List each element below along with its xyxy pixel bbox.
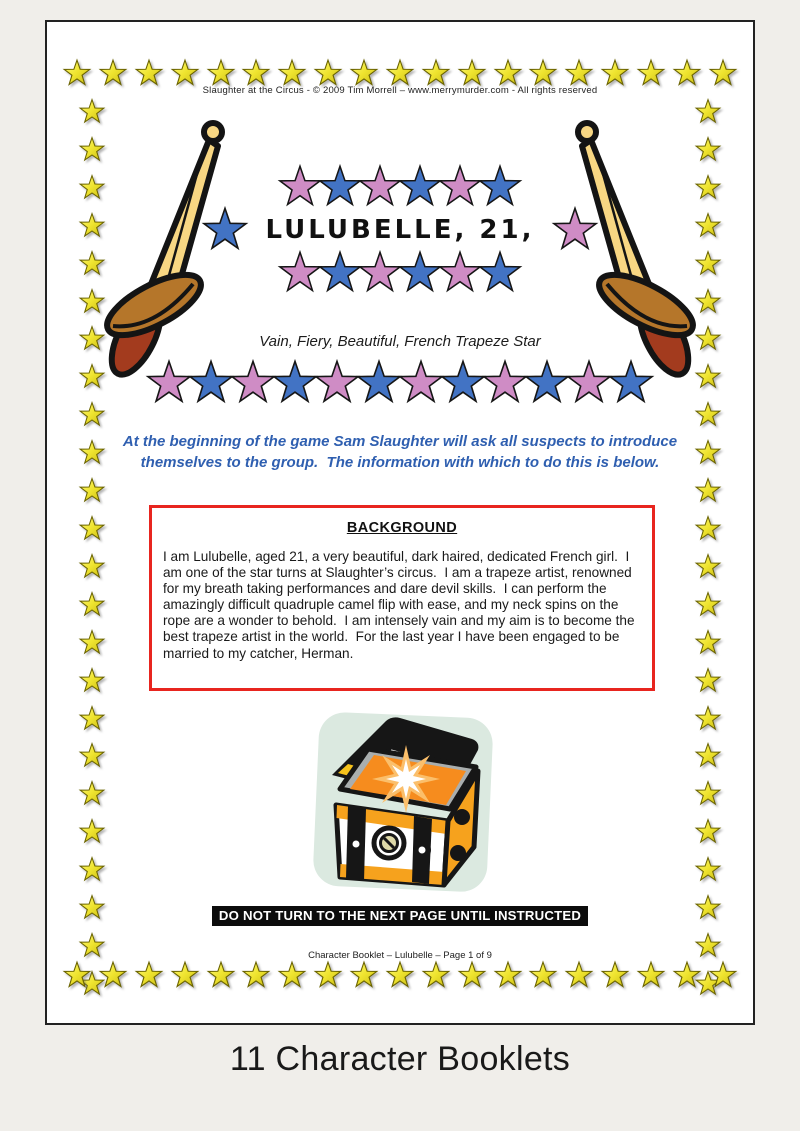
title-star-row-bottom [280,250,520,295]
blue-star-icon [318,164,362,209]
blue-star-icon [272,359,318,406]
gold-star-icon [99,58,127,88]
gold-star-icon [350,58,378,88]
gold-star-icon [695,818,721,845]
listing-caption: 11 Character Booklets [229,1040,571,1078]
gold-star-icon [79,818,105,845]
gold-star-icon [63,58,91,88]
gold-star-icon [673,58,701,88]
gold-star-icon [709,58,737,88]
blue-star-icon [398,164,442,209]
gold-star-icon [242,58,270,88]
gold-star-icon [79,629,105,656]
gold-star-icon [637,58,665,88]
gold-star-icon [695,515,721,542]
gold-star-icon [458,960,486,990]
pink-star-icon [566,359,612,406]
gold-star-icon [529,58,557,88]
pink-star-icon [278,250,322,295]
blue-star-icon [608,359,654,406]
gold-star-icon [79,553,105,580]
background-heading: BACKGROUND [346,520,458,536]
gold-star-icon [79,477,105,504]
gold-star-icon [278,960,306,990]
border-star-row-bottom [63,960,737,990]
gold-star-icon [79,742,105,769]
blue-star-icon [188,359,234,406]
treasure-chest-icon [302,706,502,898]
gold-star-icon [386,58,414,88]
pink-star-icon [314,359,360,406]
gold-star-icon [350,960,378,990]
blue-star-icon [478,164,522,209]
gold-star-icon [458,58,486,88]
gold-star-icon [637,960,665,990]
page-sheet [45,20,755,1025]
gold-star-icon [673,960,701,990]
title-block [47,164,753,295]
blue-star-icon [398,250,442,295]
gold-star-icon [695,553,721,580]
gold-star-icon [242,960,270,990]
warning-banner-text: DO NOT TURN TO THE NEXT PAGE UNTIL INSTRUCTED [212,906,588,926]
gold-star-icon [278,58,306,88]
background-box [149,505,655,691]
blue-star-icon [356,359,402,406]
pink-star-icon [358,164,402,209]
character-traits-subtitle: Vain, Fiery, Beautiful, French Trapeze Star [259,333,541,350]
pink-star-icon [398,359,444,406]
gold-star-icon [422,58,450,88]
pink-star-icon [482,359,528,406]
gold-star-icon [494,960,522,990]
gold-star-icon [695,439,721,466]
gold-star-icon [79,856,105,883]
intro-paragraph: At the beginning of the game Sam Slaughter will ask all suspects to introduce themselves to the group. The information with which to do this is below. [122,433,682,472]
gold-star-icon [171,58,199,88]
gold-star-icon [695,667,721,694]
gold-star-icon [314,960,342,990]
gold-star-icon [695,705,721,732]
copyright-line: Slaughter at the Circus - © 2009 Tim Morrell – www.merrymurder.com - All rights reserved [202,85,598,96]
gold-star-icon [386,960,414,990]
page-footer: Character Booklet – Lulubelle – Page 1 of 9 [308,950,492,961]
gold-star-icon [99,960,127,990]
background-body-text: I am Lulubelle, aged 21, a very beautiful, dark haired, dedicated French girl. I am one of the star turns at Slaughter’s circus. I am a trapeze artist, renowned for my breath taking performances and dare devil skills. I can perform the amazingly difficult quadruple camel flip with ease, and my neck spins on the rope are a wonder to behold. I am intensely vain and my aim is to become the best trapeze artist in the world. For the last year I have been engaged to be married to my catcher, Herman. [163,549,639,661]
gold-star-icon [695,629,721,656]
gold-star-icon [207,960,235,990]
gold-star-icon [601,58,629,88]
gold-star-icon [314,58,342,88]
pink-star-icon [146,359,192,406]
gold-star-icon [565,960,593,990]
blue-star-icon [318,250,362,295]
blue-star-icon [440,359,486,406]
gold-star-icon [601,960,629,990]
gold-star-icon [207,58,235,88]
pink-star-icon [438,164,482,209]
gold-star-icon [695,780,721,807]
gold-star-icon [79,667,105,694]
gold-star-icon [695,742,721,769]
gold-star-icon [695,856,721,883]
blue-star-icon [478,250,522,295]
gold-star-icon [171,960,199,990]
gold-star-icon [494,58,522,88]
gold-star-icon [135,58,163,88]
blue-star-icon [524,359,570,406]
blue-star-icon [202,206,248,253]
gold-star-icon [135,960,163,990]
gold-star-icon [565,58,593,88]
pink-star-icon [438,250,482,295]
pink-star-icon [358,250,402,295]
gold-star-icon [709,960,737,990]
page-title: LULUBELLE, 21, [265,214,535,245]
gold-star-icon [79,780,105,807]
pink-star-icon [230,359,276,406]
gold-star-icon [695,591,721,618]
gold-star-icon [79,705,105,732]
gold-star-icon [79,591,105,618]
gold-star-icon [529,960,557,990]
divider-star-row [47,359,753,406]
gold-star-icon [695,477,721,504]
gold-star-icon [79,439,105,466]
border-star-row-top [63,58,737,88]
title-star-row-top [280,164,520,209]
pink-star-icon [278,164,322,209]
gold-star-icon [422,960,450,990]
gold-star-icon [63,960,91,990]
pink-star-icon [552,206,598,253]
warning-banner [47,906,753,926]
title-star-left [204,206,246,253]
title-star-right [554,206,596,253]
gold-star-icon [79,515,105,542]
